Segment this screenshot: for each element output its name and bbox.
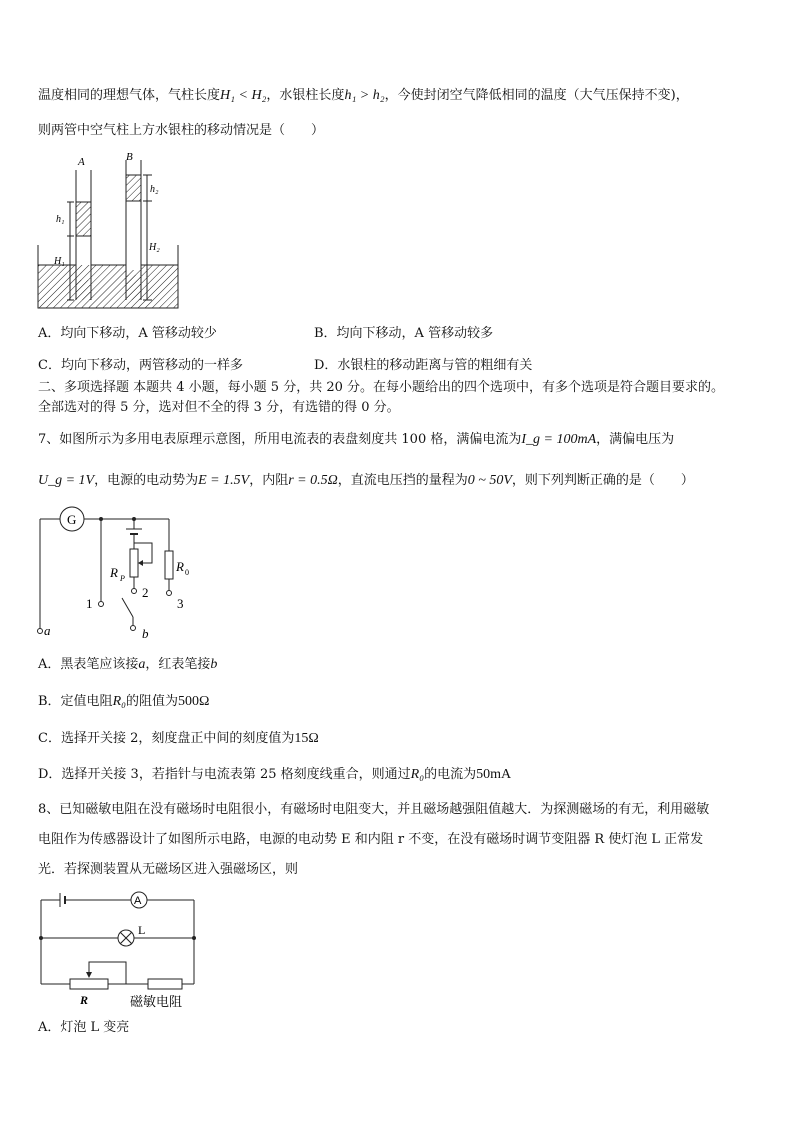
q7-math-Ug: U_g = 1V	[38, 473, 95, 488]
terminal-a-label: a	[44, 623, 51, 638]
rp-sub: P	[120, 574, 125, 583]
q6-option-a: A．均向下移动，A 管移动较少	[38, 326, 217, 341]
q7-opt-d-m1: R₀	[410, 767, 425, 782]
tube-b-label: B	[126, 151, 133, 163]
section2-header-line1: 二、多项选择题 本题共 4 小题，每小题 5 分，共 20 分。在每小题给出的四个选项中，有多个选项是符合题目要求的。	[38, 380, 725, 395]
q6-line1-c: ，今使封闭空气降低相同的温度（大气压保持不变)，	[384, 88, 689, 103]
q7-math-E: E = 1.5V	[198, 473, 250, 488]
q7-line2-d: ，则下列判断正确的是（ ）	[511, 473, 694, 488]
q7-opt-d-m2: 50mA	[476, 767, 512, 782]
h1-label: h₁	[56, 214, 65, 225]
H1-label: H₁	[54, 256, 65, 267]
q7-opt-b-m2: 500Ω	[178, 694, 210, 709]
q7-opt-d-text: D．选择开关接 3，若指针与电流表第 25 格刻度线重合，则通过	[38, 767, 411, 782]
galvanometer-label: G	[67, 512, 77, 527]
q7-circuit-figure	[34, 505, 234, 640]
q7-opt-a-text: A．黑表笔应该接	[38, 657, 139, 672]
q7-math-range: 0 ~ 50V	[467, 473, 512, 488]
q7-text-line1	[38, 430, 674, 450]
H2-label: H₂	[149, 242, 160, 253]
q8-text-line1: 8、已知磁敏电阻在没有磁场时电阻很小，有磁场时电阻变大，并且磁场越强阻值越大．为探测磁场的有无，利用磁敏	[38, 802, 710, 817]
q6-text-line1	[38, 86, 689, 106]
lamp-label: L	[138, 923, 146, 937]
q7-opt-b-text: B．定值电阻	[38, 694, 113, 709]
q6-option-c: C．均向下移动，两管移动的一样多	[38, 358, 243, 373]
q7-option-d	[38, 763, 511, 783]
terminal-2-label: 2	[142, 585, 149, 600]
q6-line1-a: 温度相同的理想气体，气柱长度	[38, 88, 221, 103]
q6-option-b: B．均向下移动，A 管移动较多	[314, 326, 494, 341]
q7-option-b	[38, 690, 209, 710]
q7-line2-b: ，内阻	[249, 473, 289, 488]
q8-text-line2: 电阻作为传感器设计了如图所示电路，电源的电动势 E 和内阻 r 不变，在没有磁场时调节变阻器 R 使灯泡 L 正常发	[38, 832, 704, 847]
q7-line2-a: ，电源的电动势为	[94, 473, 199, 488]
q7-opt-b-mid: 的阻值为	[125, 694, 178, 709]
q7-option-c	[38, 727, 319, 747]
q6-text-line2: 则两管中空气柱上方水银柱的移动情况是（ ）	[38, 123, 325, 138]
terminal-3-label: 3	[177, 596, 184, 611]
rp-label: R	[110, 565, 118, 580]
q7-option-a	[38, 653, 217, 673]
q6-tube-figure	[34, 150, 194, 315]
r0-label: R	[176, 559, 184, 574]
q7-line1-b: ，满偏电压为	[596, 432, 675, 447]
q7-opt-a-m1: a	[138, 657, 146, 672]
r0-sub: 0	[185, 568, 189, 577]
q7-opt-d-mid: 的电流为	[424, 767, 477, 782]
q6-math-h: h₁ > h₂	[344, 88, 385, 103]
q8-circuit-figure	[38, 888, 208, 1008]
q6-math-H: H₁ < H₂	[220, 88, 267, 103]
terminal-1-label: 1	[86, 596, 93, 611]
q7-math-r: r = 0.5Ω	[288, 473, 338, 488]
q7-line2-c: ，直流电压挡的量程为	[337, 473, 468, 488]
magnetoresistor-label: 磁敏电阻	[130, 995, 183, 1008]
q7-opt-c-text: C．选择开关接 2，刻度盘正中间的刻度值为	[38, 731, 295, 746]
q8-option-a: A．灯泡 L 变亮	[38, 1020, 130, 1035]
tube-a-label: A	[78, 156, 85, 168]
q7-opt-a-m2: b	[210, 657, 218, 672]
q7-opt-a-mid: ，红表笔接	[145, 657, 211, 672]
q6-option-d: D．水银柱的移动距离与管的粗细有关	[314, 358, 533, 373]
q8-text-line3: 光．若探测装置从无磁场区进入强磁场区，则	[38, 862, 299, 877]
rheostat-label: R	[80, 993, 89, 1007]
q7-line1-a: 7、如图所示为多用电表原理示意图，所用电流表的表盘刻度共 100 格，满偏电流为	[38, 432, 522, 447]
q7-math-Ig: I_g = 100mA	[521, 432, 597, 447]
section2-header-line2: 全部选对的得 5 分，选对但不全的得 3 分，有选错的得 0 分。	[38, 400, 400, 415]
q6-line1-b: ，水银柱长度	[266, 88, 345, 103]
q7-opt-b-m1: R₀	[112, 694, 126, 709]
h2-label: h₂	[150, 184, 159, 195]
q7-text-line2	[38, 471, 694, 491]
q7-opt-c-m: 15Ω	[294, 731, 319, 746]
ammeter-label: A	[134, 895, 142, 907]
terminal-b-label: b	[142, 626, 149, 640]
